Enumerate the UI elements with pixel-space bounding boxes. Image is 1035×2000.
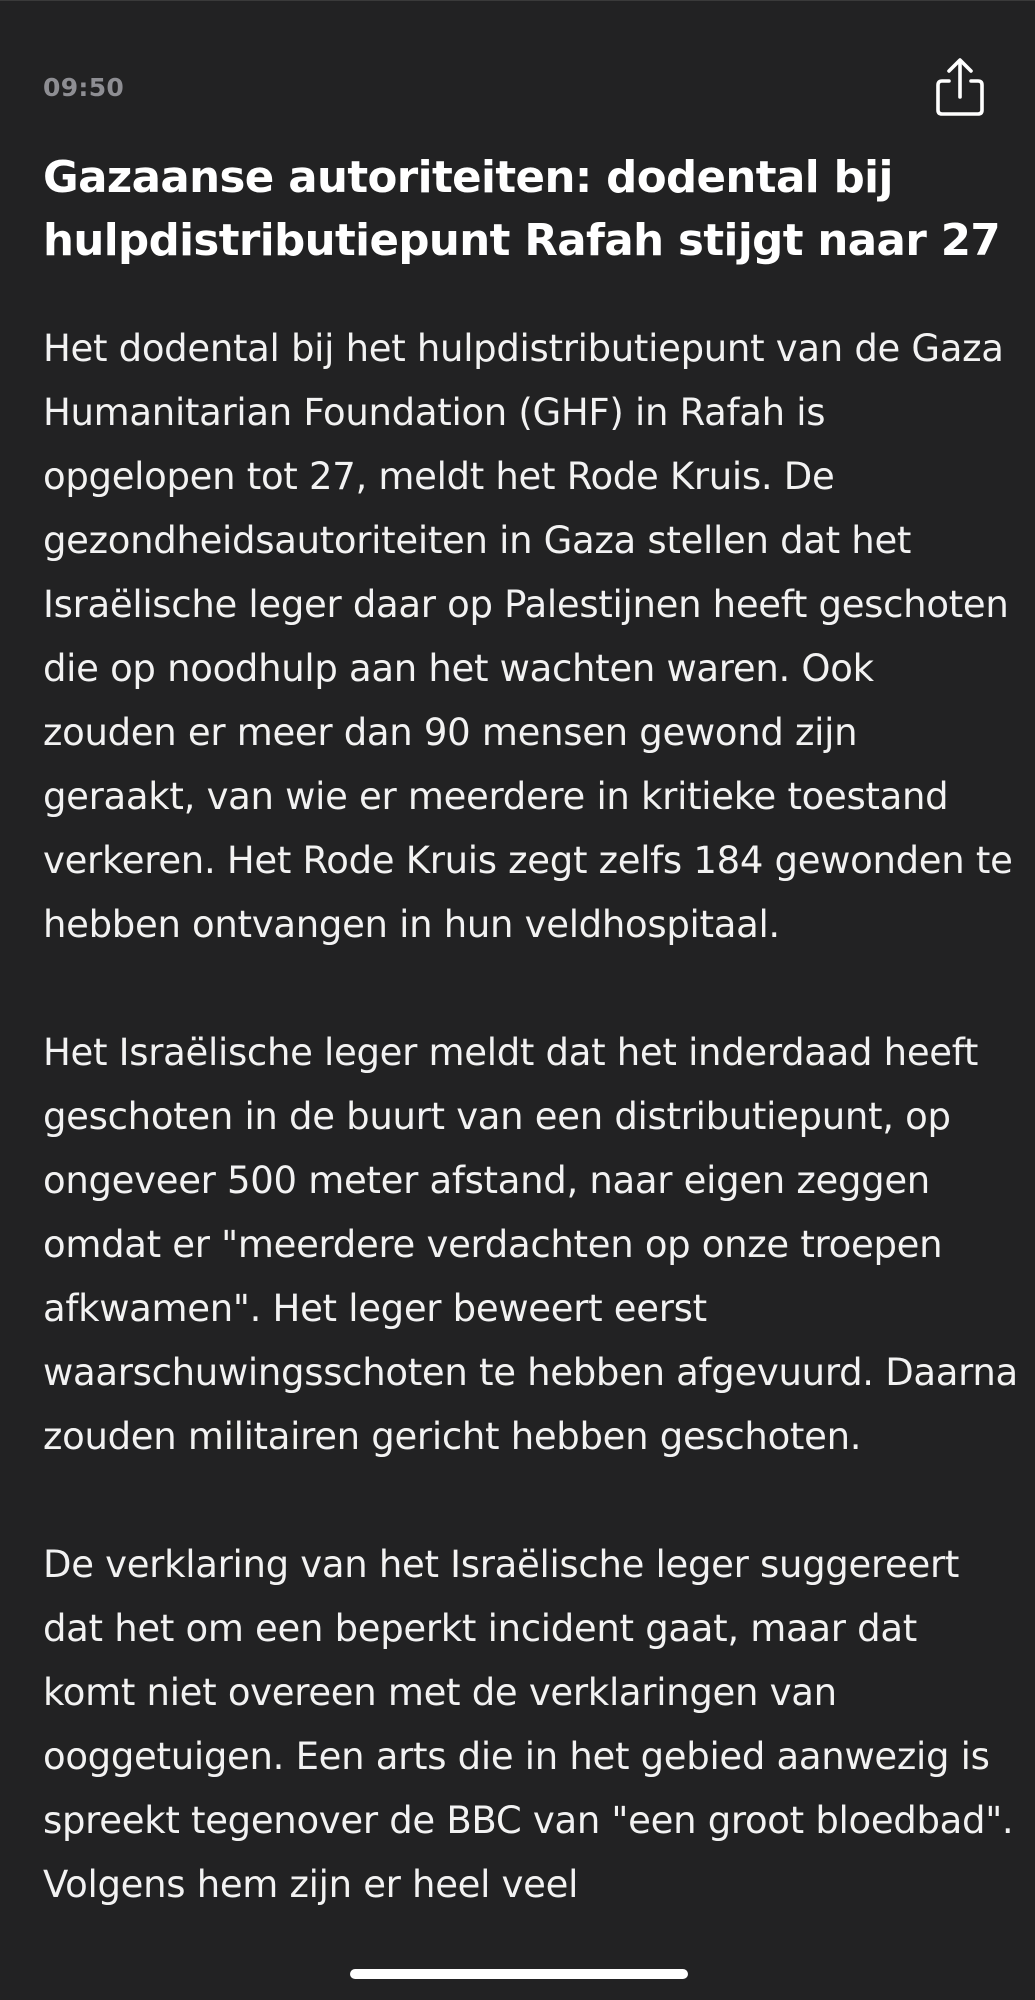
article-body — [43, 317, 1018, 1981]
article-paragraph: Het dodental bij het hulpdistributiepunt van de Gaza Humanitarian Foundation (GHF) in Rafah is opgelopen tot 27, meldt het Rode Kruis. De gezondheidsautoriteiten in Gaza stellen dat het Israëlische leger daar op Palestijnen heeft geschoten die op noodhulp aan het wachten waren. Ook zouden er meer dan 90 mensen gewond zijn geraakt, van wie er meerdere in kritieke toestand verkeren. Het Rode Kruis zegt zelfs 184 gewonden te hebben ontvangen in hun veldhospitaal. — [43, 327, 1013, 946]
article-paragraph: Het Israëlische leger meldt dat het inderdaad heeft geschoten in de buurt van een distributiepunt, op ongeveer 500 meter afstand, naar eigen zeggen omdat er "meerdere verdachten op onze troepen afkwamen". Het leger beweert eerst waarschuwingsschoten te hebben afgevuurd. Daarna zouden militairen gericht hebben geschoten. — [43, 1031, 1018, 1458]
article-paragraph: De verklaring van het Israëlische leger suggereert dat het om een beperkt incident gaat, maar dat komt niet overeen met de verklaringen van ooggetuigen. Een arts die in het gebied aanwezig is spreekt tegenover de BBC van "een groot bloedbad". Volgens hem zijn er heel veel — [43, 1543, 1014, 1906]
article-headline: Gazaanse autoriteiten: dodental bij hulpdistributiepunt Rafah stijgt naar 27 — [43, 153, 1001, 266]
home-indicator[interactable] — [350, 1969, 688, 1979]
share-button[interactable] — [932, 55, 988, 119]
article-time: 09:50 — [43, 73, 125, 102]
share-icon — [934, 57, 986, 117]
